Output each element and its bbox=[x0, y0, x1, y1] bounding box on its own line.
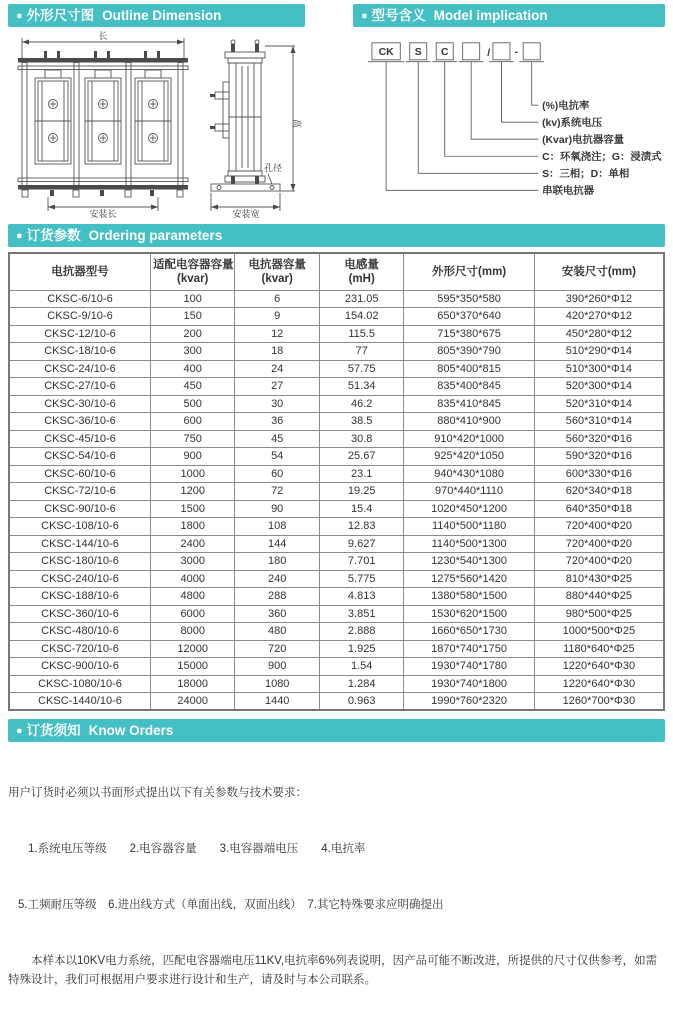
table-cell: 154.02 bbox=[319, 308, 403, 326]
table-row bbox=[9, 325, 664, 343]
table-cell: 1020*450*1200 bbox=[404, 500, 534, 518]
table-cell: 115.5 bbox=[319, 325, 403, 343]
table-cell: 240 bbox=[235, 570, 319, 588]
table-cell: 450 bbox=[150, 378, 234, 396]
ordering-table-body bbox=[9, 290, 664, 710]
table-cell: 835*400*845 bbox=[404, 378, 534, 396]
col-header-0: 电抗器型号 bbox=[9, 253, 150, 290]
table-cell: 15.4 bbox=[319, 500, 403, 518]
table-row bbox=[9, 395, 664, 413]
table-cell: 390*260*Φ12 bbox=[534, 290, 664, 308]
ordering-title-en: Ordering parameters bbox=[88, 228, 223, 243]
ordering-table-head-row bbox=[9, 253, 664, 290]
table-cell: CKSC-45/10-6 bbox=[9, 430, 150, 448]
table-cell: 1220*640*Φ30 bbox=[534, 658, 664, 676]
table-cell: 5.775 bbox=[319, 570, 403, 588]
table-cell: 900 bbox=[150, 448, 234, 466]
notes-section-bar bbox=[8, 719, 665, 742]
table-cell: 24 bbox=[235, 360, 319, 378]
table-cell: CKSC-27/10-6 bbox=[9, 378, 150, 396]
table-cell: 805*390*790 bbox=[404, 343, 534, 361]
table-cell: 1530*620*1500 bbox=[404, 605, 534, 623]
table-cell: 1800 bbox=[150, 518, 234, 536]
table-row bbox=[9, 413, 664, 431]
table-cell: 1.54 bbox=[319, 658, 403, 676]
table-row bbox=[9, 448, 664, 466]
table-cell: 720*400*Φ20 bbox=[534, 553, 664, 571]
table-cell: 650*370*640 bbox=[404, 308, 534, 326]
know-orders-section bbox=[0, 711, 673, 1026]
dim-install-width-label: 安装宽 bbox=[232, 209, 260, 219]
table-cell: 640*350*Φ18 bbox=[534, 500, 664, 518]
table-cell: 4.813 bbox=[319, 588, 403, 606]
table-row bbox=[9, 500, 664, 518]
table-cell: 200 bbox=[150, 325, 234, 343]
table-row bbox=[9, 605, 664, 623]
outline-drawing-area bbox=[8, 27, 305, 218]
table-cell: 12000 bbox=[150, 640, 234, 658]
table-cell: CKSC-60/10-6 bbox=[9, 465, 150, 483]
bullet-icon: ● bbox=[16, 10, 23, 22]
model-label-reactor-capacity: (Kvar)电抗器容量 bbox=[542, 135, 625, 147]
table-cell: CKSC-900/10-6 bbox=[9, 658, 150, 676]
side-view-drawing bbox=[198, 30, 302, 218]
table-cell: 595*350*580 bbox=[404, 290, 534, 308]
model-label-casting-type: C：环氧浇注；G：浸渍式 bbox=[542, 152, 662, 164]
ordering-parameters-section bbox=[0, 218, 673, 711]
table-cell: 1440 bbox=[235, 693, 319, 711]
table-cell: 60 bbox=[235, 465, 319, 483]
table-cell: CKSC-480/10-6 bbox=[9, 623, 150, 641]
table-cell: 1260*700*Φ30 bbox=[534, 693, 664, 711]
table-row bbox=[9, 658, 664, 676]
table-cell: CKSC-144/10-6 bbox=[9, 535, 150, 553]
table-cell: CKSC-36/10-6 bbox=[9, 413, 150, 431]
model-title-en: Model implication bbox=[433, 8, 548, 23]
table-cell: 510*290*Φ14 bbox=[534, 343, 664, 361]
table-cell: 24000 bbox=[150, 693, 234, 711]
table-cell: CKSC-360/10-6 bbox=[9, 605, 150, 623]
table-cell: 3000 bbox=[150, 553, 234, 571]
table-cell: 9.627 bbox=[319, 535, 403, 553]
table-row bbox=[9, 553, 664, 571]
table-cell: 23.1 bbox=[319, 465, 403, 483]
table-cell: 520*300*Φ14 bbox=[534, 378, 664, 396]
table-cell: 1000*500*Φ25 bbox=[534, 623, 664, 641]
table-cell: 30 bbox=[235, 395, 319, 413]
table-cell: 100 bbox=[150, 290, 234, 308]
model-implication-section bbox=[353, 4, 665, 218]
table-cell: 900 bbox=[235, 658, 319, 676]
table-cell: 231.05 bbox=[319, 290, 403, 308]
table-cell: CKSC-12/10-6 bbox=[9, 325, 150, 343]
table-cell: 144 bbox=[235, 535, 319, 553]
table-cell: 0.963 bbox=[319, 693, 403, 711]
table-cell: 6000 bbox=[150, 605, 234, 623]
table-cell: CKSC-108/10-6 bbox=[9, 518, 150, 536]
model-label-reactance-rate: (%)电抗率 bbox=[542, 100, 590, 112]
table-cell: 4800 bbox=[150, 588, 234, 606]
table-cell: 720 bbox=[235, 640, 319, 658]
notes-title-cn: 订货须知 bbox=[26, 723, 81, 738]
dim-hole-diameter-label: 孔径 bbox=[264, 163, 283, 173]
table-cell: 300 bbox=[150, 343, 234, 361]
table-cell: 72 bbox=[235, 483, 319, 501]
dim-install-length-label: 安装长 bbox=[89, 209, 117, 219]
table-cell: 520*310*Φ14 bbox=[534, 395, 664, 413]
model-box-ck: CK bbox=[378, 47, 394, 59]
model-label-phase-type: S：三相；D：单相 bbox=[542, 169, 630, 181]
dim-height-label: 高 bbox=[292, 119, 302, 129]
table-cell: 400 bbox=[150, 360, 234, 378]
table-cell: 57.75 bbox=[319, 360, 403, 378]
outline-title-cn: 外形尺寸图 bbox=[26, 8, 95, 23]
table-cell: 2400 bbox=[150, 535, 234, 553]
table-cell: 590*320*Φ16 bbox=[534, 448, 664, 466]
coil-column bbox=[85, 70, 121, 164]
table-cell: 18000 bbox=[150, 675, 234, 693]
table-cell: 1660*650*1730 bbox=[404, 623, 534, 641]
table-row bbox=[9, 308, 664, 326]
top-section bbox=[0, 0, 673, 218]
table-cell: 1930*740*1780 bbox=[404, 658, 534, 676]
ordering-table bbox=[8, 252, 665, 711]
table-cell: 18 bbox=[235, 343, 319, 361]
bullet-icon: ● bbox=[361, 10, 368, 22]
table-cell: 510*300*Φ14 bbox=[534, 360, 664, 378]
table-cell: 450*280*Φ12 bbox=[534, 325, 664, 343]
table-cell: 1500 bbox=[150, 500, 234, 518]
table-cell: 805*400*815 bbox=[404, 360, 534, 378]
table-cell: 30.8 bbox=[319, 430, 403, 448]
table-cell: 180 bbox=[235, 553, 319, 571]
table-cell: 1380*580*1500 bbox=[404, 588, 534, 606]
table-cell: CKSC-72/10-6 bbox=[9, 483, 150, 501]
table-cell: 420*270*Φ12 bbox=[534, 308, 664, 326]
table-cell: CKSC-720/10-6 bbox=[9, 640, 150, 658]
table-row bbox=[9, 483, 664, 501]
table-row bbox=[9, 518, 664, 536]
table-cell: CKSC-1080/10-6 bbox=[9, 675, 150, 693]
model-slash: / bbox=[487, 48, 491, 60]
coil-column bbox=[35, 70, 71, 164]
table-cell: 715*380*675 bbox=[404, 325, 534, 343]
table-row bbox=[9, 675, 664, 693]
table-cell: 150 bbox=[150, 308, 234, 326]
table-cell: 600*330*Φ16 bbox=[534, 465, 664, 483]
table-row bbox=[9, 465, 664, 483]
table-cell: 6 bbox=[235, 290, 319, 308]
model-box-s: S bbox=[414, 47, 422, 59]
table-row bbox=[9, 570, 664, 588]
table-cell: 51.34 bbox=[319, 378, 403, 396]
table-cell: 12 bbox=[235, 325, 319, 343]
notes-paragraph: 本样本以10KV电力系统，匹配电容器端电压11KV,电抗率6%列表说明，因产品可能不断改进，所提供的尺寸仅供参考，如需特殊设计，我们可根据用户要求进行设计和生产，请及时与本公司联系。 bbox=[8, 954, 658, 986]
table-cell: 19.25 bbox=[319, 483, 403, 501]
table-row bbox=[9, 378, 664, 396]
table-cell: 720*400*Φ20 bbox=[534, 535, 664, 553]
table-cell: CKSC-9/10-6 bbox=[9, 308, 150, 326]
outline-section-bar bbox=[8, 4, 305, 27]
col-header-4: 外形尺寸(mm) bbox=[404, 253, 534, 290]
bullet-icon: ● bbox=[16, 230, 23, 242]
table-cell: 4000 bbox=[150, 570, 234, 588]
table-cell: 8000 bbox=[150, 623, 234, 641]
table-cell: 1200 bbox=[150, 483, 234, 501]
table-cell: 1180*640*Φ25 bbox=[534, 640, 664, 658]
table-cell: 1275*560*1420 bbox=[404, 570, 534, 588]
table-cell: 810*430*Φ25 bbox=[534, 570, 664, 588]
table-cell: CKSC-180/10-6 bbox=[9, 553, 150, 571]
table-cell: 9 bbox=[235, 308, 319, 326]
table-row bbox=[9, 430, 664, 448]
table-cell: 1000 bbox=[150, 465, 234, 483]
col-header-5: 安装尺寸(mm) bbox=[534, 253, 664, 290]
table-cell: 1230*540*1300 bbox=[404, 553, 534, 571]
table-cell: 15000 bbox=[150, 658, 234, 676]
table-cell: CKSC-54/10-6 bbox=[9, 448, 150, 466]
table-cell: 108 bbox=[235, 518, 319, 536]
col-header-3: 电感量 (mH) bbox=[319, 253, 403, 290]
table-cell: 980*500*Φ25 bbox=[534, 605, 664, 623]
table-row bbox=[9, 588, 664, 606]
table-cell: 27 bbox=[235, 378, 319, 396]
table-cell: 54 bbox=[235, 448, 319, 466]
table-cell: 1.925 bbox=[319, 640, 403, 658]
table-cell: 1.284 bbox=[319, 675, 403, 693]
dim-length-label: 长 bbox=[98, 31, 108, 41]
table-cell: 560*310*Φ14 bbox=[534, 413, 664, 431]
table-cell: CKSC-6/10-6 bbox=[9, 290, 150, 308]
table-cell: CKSC-188/10-6 bbox=[9, 588, 150, 606]
table-cell: 910*420*1000 bbox=[404, 430, 534, 448]
notes-items-line2: 5.工频耐压等级 6.进出线方式（单面出线，双面出线） 7.其它特殊要求应明确提出 bbox=[18, 899, 444, 911]
table-cell: 720*400*Φ20 bbox=[534, 518, 664, 536]
table-cell: 360 bbox=[235, 605, 319, 623]
table-cell: 1140*500*1180 bbox=[404, 518, 534, 536]
table-cell: 25.67 bbox=[319, 448, 403, 466]
notes-intro: 用户订货时必须以书面形式提出以下有关参数与技术要求： bbox=[8, 787, 307, 800]
outline-dimension-section bbox=[8, 4, 305, 218]
table-row bbox=[9, 693, 664, 711]
table-row bbox=[9, 290, 664, 308]
bullet-icon: ● bbox=[16, 725, 23, 737]
model-section-bar bbox=[353, 4, 665, 27]
table-cell: 1080 bbox=[235, 675, 319, 693]
notes-items-line1: 1.系统电压等级 2.电容器容量 3.电容器端电压 4.电抗率 bbox=[28, 843, 366, 856]
notes-title-en: Know Orders bbox=[88, 723, 174, 738]
table-cell: 2.888 bbox=[319, 623, 403, 641]
table-cell: CKSC-240/10-6 bbox=[9, 570, 150, 588]
col-header-2: 电抗器容量 (kvar) bbox=[235, 253, 319, 290]
table-cell: 620*340*Φ18 bbox=[534, 483, 664, 501]
table-cell: 970*440*1110 bbox=[404, 483, 534, 501]
table-cell: 1870*740*1750 bbox=[404, 640, 534, 658]
model-dash: - bbox=[514, 47, 519, 59]
table-cell: 77 bbox=[319, 343, 403, 361]
ordering-title-cn: 订货参数 bbox=[26, 228, 81, 243]
table-cell: 500 bbox=[150, 395, 234, 413]
table-cell: 36 bbox=[235, 413, 319, 431]
notes-body bbox=[8, 742, 665, 1026]
model-label-series-reactor: 串联电抗器 bbox=[542, 186, 595, 198]
table-cell: 90 bbox=[235, 500, 319, 518]
table-cell: CKSC-24/10-6 bbox=[9, 360, 150, 378]
model-title-cn: 型号含义 bbox=[371, 8, 426, 23]
table-cell: CKSC-1440/10-6 bbox=[9, 693, 150, 711]
table-cell: 480 bbox=[235, 623, 319, 641]
table-cell: 12.83 bbox=[319, 518, 403, 536]
table-cell: 288 bbox=[235, 588, 319, 606]
table-cell: 38.5 bbox=[319, 413, 403, 431]
table-cell: 1140*500*1300 bbox=[404, 535, 534, 553]
table-cell: 45 bbox=[235, 430, 319, 448]
table-cell: 7.701 bbox=[319, 553, 403, 571]
table-cell: 835*410*845 bbox=[404, 395, 534, 413]
col-header-1: 适配电容器容量 (kvar) bbox=[150, 253, 234, 290]
table-row bbox=[9, 623, 664, 641]
table-row bbox=[9, 640, 664, 658]
table-cell: 750 bbox=[150, 430, 234, 448]
model-code-diagram bbox=[353, 35, 665, 217]
table-cell: 3.851 bbox=[319, 605, 403, 623]
front-view-drawing bbox=[8, 30, 198, 218]
outline-title-en: Outline Dimension bbox=[102, 8, 222, 23]
ordering-section-bar bbox=[8, 224, 665, 247]
table-row bbox=[9, 360, 664, 378]
table-cell: CKSC-30/10-6 bbox=[9, 395, 150, 413]
table-cell: 1220*640*Φ30 bbox=[534, 675, 664, 693]
model-box-c: C bbox=[440, 47, 449, 59]
table-cell: 1930*740*1800 bbox=[404, 675, 534, 693]
table-cell: CKSC-18/10-6 bbox=[9, 343, 150, 361]
table-row bbox=[9, 343, 664, 361]
table-cell: 1990*760*2320 bbox=[404, 693, 534, 711]
table-cell: 880*410*900 bbox=[404, 413, 534, 431]
table-cell: 560*320*Φ16 bbox=[534, 430, 664, 448]
table-cell: 940*430*1080 bbox=[404, 465, 534, 483]
table-row bbox=[9, 535, 664, 553]
table-cell: 46.2 bbox=[319, 395, 403, 413]
model-label-system-voltage: (kv)系统电压 bbox=[542, 118, 603, 129]
table-cell: 925*420*1050 bbox=[404, 448, 534, 466]
table-cell: CKSC-90/10-6 bbox=[9, 500, 150, 518]
coil-column bbox=[135, 70, 171, 164]
table-cell: 600 bbox=[150, 413, 234, 431]
table-cell: 880*440*Φ25 bbox=[534, 588, 664, 606]
